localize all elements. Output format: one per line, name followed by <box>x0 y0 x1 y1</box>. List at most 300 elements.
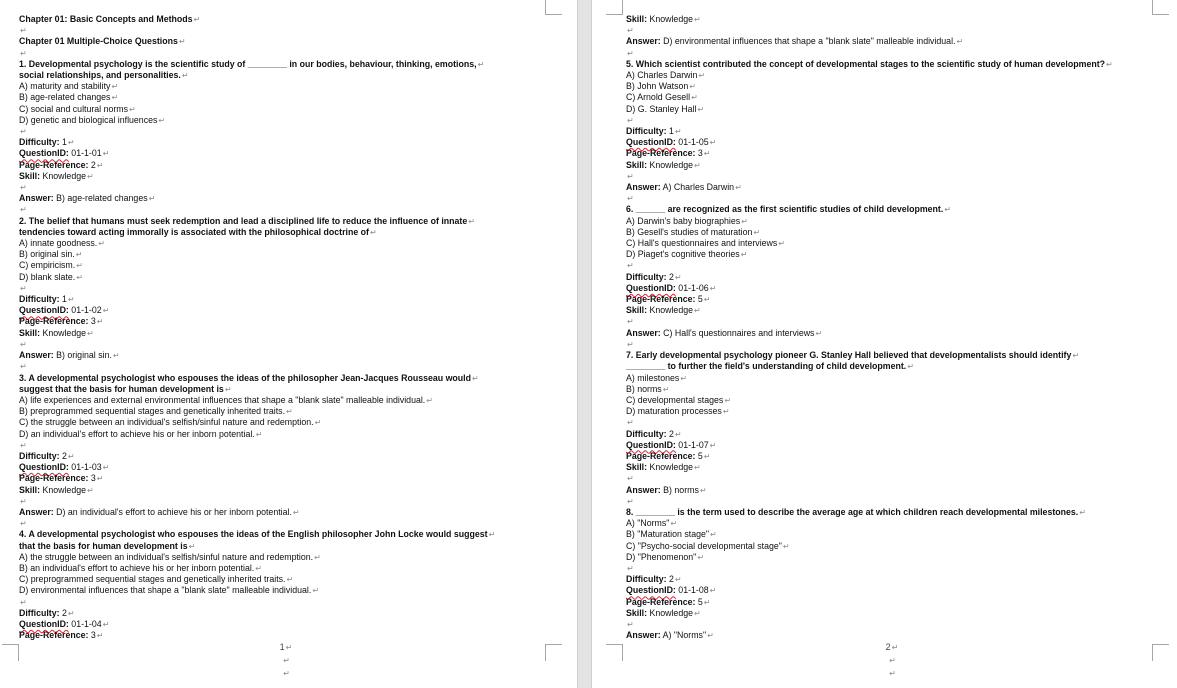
line-text: 7. Early developmental psychology pioneer G. Stanley Hall believed that developmentalists should identify <box>626 350 1072 361</box>
document-line[interactable] <box>626 619 1171 630</box>
field-label: QuestionID: <box>626 137 676 148</box>
crop-mark-top-right <box>545 0 562 15</box>
document-line[interactable] <box>19 104 559 115</box>
field-value: Knowledge <box>647 462 694 473</box>
line-text: A) life experiences and external environmental influences that shape a "blank slate" malleable individual. <box>19 394 426 405</box>
paragraph-mark: ↵ <box>20 48 27 58</box>
field-label: Page-Reference: <box>626 148 696 159</box>
document-line[interactable] <box>626 552 1171 563</box>
paragraph-mark: ↵ <box>477 59 485 69</box>
line-text: D) environmental influences that shape a "blank slate" malleable individual. <box>19 585 312 596</box>
document-line[interactable] <box>626 70 1171 81</box>
paragraph-mark: ↵ <box>670 519 678 529</box>
document-line[interactable] <box>626 328 1171 339</box>
line-text: D) G. Stanley Hall <box>626 103 697 114</box>
document-line[interactable] <box>626 160 1171 171</box>
paragraph-mark: ↵ <box>703 295 711 305</box>
document-line[interactable] <box>626 429 1171 440</box>
document-line[interactable] <box>19 585 559 596</box>
paragraph-mark: ↵ <box>76 261 83 271</box>
paragraph-mark: ↵ <box>680 373 687 383</box>
field-label: Skill: <box>19 170 41 181</box>
document-line[interactable] <box>626 316 1171 327</box>
document-line[interactable] <box>626 48 1171 59</box>
paragraph-mark: ↵ <box>87 328 94 338</box>
paragraph-mark: ↵ <box>694 608 701 618</box>
paragraph-mark: ↵ <box>627 261 634 271</box>
document-line[interactable] <box>19 25 559 36</box>
paragraph-mark: ↵ <box>129 104 136 114</box>
document-line[interactable] <box>626 249 1171 260</box>
field-label: QuestionID: <box>626 585 676 596</box>
paragraph-mark: ↵ <box>740 250 748 260</box>
document-line[interactable] <box>19 373 559 384</box>
document-line[interactable] <box>626 507 1171 518</box>
document-line[interactable] <box>626 350 1171 361</box>
line-text: Chapter 01: Basic Concepts and Methods <box>19 14 193 24</box>
paragraph-mark: ↵ <box>102 619 110 629</box>
paragraph-mark: ↵ <box>178 37 186 47</box>
paragraph-mark: ↵ <box>255 429 263 439</box>
field-label: Skill: <box>626 159 648 170</box>
line-text: B) "Maturation stage" <box>626 529 710 540</box>
document-line[interactable] <box>626 529 1171 540</box>
field-label: QuestionID: <box>626 439 676 450</box>
paragraph-mark: ↵ <box>370 227 377 237</box>
crop-mark-top-right <box>1152 0 1169 15</box>
document-page-2[interactable] <box>592 0 1177 688</box>
line-text: D) maturation processes <box>626 406 722 417</box>
paragraph-mark: ↵ <box>286 407 293 417</box>
document-line[interactable] <box>19 597 559 608</box>
document-line[interactable] <box>19 608 559 619</box>
field-label: Difficulty: <box>626 574 667 585</box>
document-line[interactable] <box>19 541 559 552</box>
paragraph-mark: ↵ <box>735 183 742 193</box>
document-line[interactable] <box>626 373 1171 384</box>
field-value: B) age-related changes <box>53 193 148 204</box>
paragraph-mark: ↵ <box>188 541 196 551</box>
paragraph-mark: ↵ <box>627 496 634 506</box>
field-value: Knowledge <box>40 484 87 495</box>
paragraph-mark: ↵ <box>703 451 711 461</box>
field-label: Skill: <box>626 607 648 618</box>
document-line[interactable] <box>626 305 1171 316</box>
document-line[interactable] <box>626 182 1171 193</box>
document-line[interactable] <box>19 294 559 305</box>
document-line[interactable] <box>19 92 559 103</box>
document-line[interactable] <box>19 485 559 496</box>
line-text: 2. The belief that humans must seek redemption and lead a disciplined life to reduce the influence of innate <box>19 215 468 226</box>
document-line[interactable] <box>626 473 1171 484</box>
document-line[interactable] <box>19 574 559 585</box>
line-text: Chapter 01 Multiple-Choice Questions <box>19 36 178 47</box>
crop-mark-bottom-left <box>2 644 19 661</box>
line-text: D) blank slate. <box>19 271 76 282</box>
paragraph-mark: ↵ <box>468 216 475 226</box>
crop-mark-bottom-right <box>545 644 562 661</box>
document-line[interactable] <box>19 70 559 81</box>
document-line[interactable] <box>19 630 559 641</box>
paragraph-mark: ↵ <box>224 384 232 394</box>
document-line[interactable] <box>626 440 1171 451</box>
field-value: B) original sin. <box>53 350 112 361</box>
document-line[interactable] <box>19 126 559 137</box>
document-line[interactable] <box>626 496 1171 507</box>
field-value: D) an individual's effort to achieve his or her inborn potential. <box>53 506 292 517</box>
paragraph-mark: ↵ <box>627 171 634 181</box>
paragraph-mark: ↵ <box>674 127 682 137</box>
field-value: B) norms <box>660 484 699 495</box>
paragraph-mark: ↵ <box>488 530 496 540</box>
document-line[interactable] <box>626 25 1171 36</box>
paragraph-mark: ↵ <box>102 463 110 473</box>
document-line[interactable] <box>626 451 1171 462</box>
field-value: 3 <box>695 148 703 159</box>
paragraph-mark: ↵ <box>709 586 717 596</box>
paragraph-mark: ↵ <box>709 440 717 450</box>
paragraph-mark: ↵ <box>87 171 94 181</box>
document-line[interactable] <box>626 92 1171 103</box>
document-line[interactable] <box>19 249 559 260</box>
line-text: tendencies toward acting immorally is associated with the philosophical doctrine of <box>19 226 369 237</box>
document-line[interactable] <box>626 406 1171 417</box>
field-label: Difficulty: <box>19 137 60 148</box>
document-line[interactable] <box>19 328 559 339</box>
field-value: C) Hall's questionnaires and interviews <box>660 327 815 338</box>
field-label: Answer: <box>19 193 54 204</box>
paragraph-mark: ↵ <box>20 183 27 193</box>
document-line[interactable] <box>19 473 559 484</box>
field-value: 01-1-04 <box>68 618 102 629</box>
paragraph-mark: ↵ <box>674 429 682 439</box>
paragraph-mark: ↵ <box>158 115 166 125</box>
line-text: A) Charles Darwin <box>626 70 698 81</box>
paragraph-mark: ↵ <box>20 205 27 215</box>
document-line[interactable] <box>19 361 559 372</box>
crop-mark-top-left <box>606 0 623 15</box>
field-label: Page-Reference: <box>626 294 696 305</box>
document-line[interactable] <box>626 585 1171 596</box>
line-text: A) the struggle between an individual's selfish/sinful nature and redemption. <box>19 551 314 562</box>
paragraph-mark: ↵ <box>627 48 634 58</box>
paragraph-mark: ↵ <box>314 552 321 562</box>
document-line[interactable] <box>626 216 1171 227</box>
field-value: 1 <box>59 294 67 305</box>
document-line[interactable] <box>19 238 559 249</box>
paragraph-mark: ↵ <box>286 575 294 585</box>
field-value: 01-1-02 <box>68 305 102 316</box>
paragraph-mark: ↵ <box>20 519 27 529</box>
paragraph-mark: ↵ <box>76 272 83 282</box>
document-line[interactable] <box>626 59 1171 70</box>
field-label: Skill: <box>19 327 41 338</box>
document-line[interactable] <box>19 283 559 294</box>
page-number-text: 1 <box>279 642 285 652</box>
field-value: 01-1-05 <box>675 137 709 148</box>
line-text: C) preprogrammed sequential stages and genetically inherited traits. <box>19 574 286 585</box>
line-text: 4. A developmental psychologist who espouses the ideas of the English philosopher John Locke would suggest <box>19 529 488 540</box>
paragraph-mark: ↵ <box>627 194 634 204</box>
document-line[interactable] <box>626 518 1171 529</box>
line-text: C) the struggle between an individual's selfish/sinful nature and redemption. <box>19 417 314 428</box>
document-line[interactable] <box>19 384 559 395</box>
document-line[interactable] <box>626 541 1171 552</box>
field-label: QuestionID: <box>19 462 69 473</box>
document-line[interactable] <box>626 361 1171 372</box>
document-line[interactable] <box>626 283 1171 294</box>
paragraph-mark: ↵ <box>102 306 110 316</box>
document-line[interactable] <box>19 451 559 462</box>
document-line[interactable] <box>19 160 559 171</box>
field-value: 2 <box>88 159 96 170</box>
paragraph-mark: ↵ <box>703 597 711 607</box>
document-line[interactable] <box>626 193 1171 204</box>
line-text: C) Arnold Gesell <box>626 92 691 103</box>
field-label: Difficulty: <box>626 271 667 282</box>
line-text: A) Darwin's baby biographies <box>626 215 741 226</box>
document-line[interactable] <box>19 204 559 215</box>
document-line[interactable] <box>19 148 559 159</box>
field-value: 2 <box>59 450 67 461</box>
field-label: Skill: <box>19 484 41 495</box>
paragraph-mark: ↵ <box>20 597 27 607</box>
field-value: 3 <box>88 630 96 641</box>
document-line[interactable] <box>626 260 1171 271</box>
document-line[interactable] <box>626 204 1171 215</box>
field-label: Page-Reference: <box>19 630 89 641</box>
paragraph-mark: ↵ <box>889 656 896 665</box>
field-value: A) "Norms" <box>660 630 707 641</box>
paragraph-mark: ↵ <box>314 418 322 428</box>
document-line[interactable] <box>19 507 559 518</box>
document-line[interactable] <box>626 227 1171 238</box>
document-line[interactable] <box>626 339 1171 350</box>
document-line[interactable] <box>19 563 559 574</box>
document-line[interactable] <box>626 148 1171 159</box>
document-line[interactable] <box>19 193 559 204</box>
document-line[interactable] <box>626 171 1171 182</box>
document-line[interactable] <box>19 137 559 148</box>
document-line[interactable] <box>19 227 559 238</box>
paragraph-mark: ↵ <box>75 250 83 260</box>
document-line[interactable] <box>626 563 1171 574</box>
document-line[interactable] <box>626 294 1171 305</box>
paragraph-mark: ↵ <box>111 82 119 92</box>
document-line[interactable] <box>626 608 1171 619</box>
document-line[interactable] <box>626 81 1171 92</box>
paragraph-mark: ↵ <box>181 71 189 81</box>
page-1-text-body[interactable] <box>19 14 559 641</box>
paragraph-mark: ↵ <box>67 295 75 305</box>
document-line[interactable] <box>19 339 559 350</box>
paragraph-mark: ↵ <box>697 552 705 562</box>
field-label: Skill: <box>626 305 648 316</box>
document-line[interactable] <box>626 485 1171 496</box>
document-line[interactable] <box>626 597 1171 608</box>
field-label: Page-Reference: <box>19 159 89 170</box>
field-label: Difficulty: <box>626 428 667 439</box>
field-label: QuestionID: <box>626 282 676 293</box>
field-label: QuestionID: <box>19 148 69 159</box>
field-label: Answer: <box>626 484 661 495</box>
paragraph-mark: ↵ <box>627 474 634 484</box>
field-value: Knowledge <box>647 14 694 24</box>
line-text: that the basis for human development is <box>19 540 188 551</box>
paragraph-mark: ↵ <box>709 283 717 293</box>
document-line[interactable] <box>19 496 559 507</box>
document-line[interactable] <box>626 395 1171 406</box>
paragraph-mark: ↵ <box>674 272 682 282</box>
paragraph-mark: ↵ <box>20 440 27 450</box>
paragraph-mark: ↵ <box>710 530 717 540</box>
document-line[interactable] <box>626 238 1171 249</box>
document-line[interactable] <box>19 350 559 361</box>
document-line[interactable] <box>19 182 559 193</box>
paragraph-mark: ↵ <box>707 631 714 641</box>
field-value: Knowledge <box>647 159 694 170</box>
paragraph-mark: ↵ <box>674 575 682 585</box>
document-line[interactable] <box>19 552 559 563</box>
line-text: B) preprogrammed sequential stages and genetically inherited traits. <box>19 406 286 417</box>
field-label: Answer: <box>626 182 661 193</box>
field-value: A) Charles Darwin <box>660 182 735 193</box>
paragraph-mark: ↵ <box>697 104 705 114</box>
line-text: A) milestones <box>626 372 680 383</box>
field-label: Answer: <box>626 630 661 641</box>
line-text: C) empiricism. <box>19 260 76 271</box>
line-text: C) developmental stages <box>626 394 724 405</box>
paragraph-mark: ↵ <box>67 138 75 148</box>
paragraph-mark: ↵ <box>627 115 634 125</box>
document-line[interactable] <box>19 429 559 440</box>
line-text: D) an individual's effort to achieve his or her inborn potential. <box>19 428 255 439</box>
document-line[interactable] <box>626 36 1171 47</box>
document-line[interactable] <box>626 137 1171 148</box>
document-page-1[interactable] <box>0 0 577 688</box>
page-number-1: 1↵ ↵ ↵ <box>276 641 296 680</box>
line-text: A) innate goodness. <box>19 238 98 249</box>
field-value: 01-1-01 <box>68 148 102 159</box>
document-line[interactable] <box>626 126 1171 137</box>
paragraph-mark: ↵ <box>709 138 717 148</box>
document-line[interactable] <box>626 630 1171 641</box>
paragraph-mark: ↵ <box>627 26 634 36</box>
document-line[interactable] <box>19 529 559 540</box>
field-label: QuestionID: <box>19 305 69 316</box>
paragraph-mark: ↵ <box>627 339 634 349</box>
field-value: 01-1-03 <box>68 462 102 473</box>
document-line[interactable] <box>19 395 559 406</box>
line-text: A) maturity and stability <box>19 81 111 92</box>
paragraph-mark: ↵ <box>1106 59 1113 69</box>
document-line[interactable] <box>626 104 1171 115</box>
document-line[interactable] <box>19 462 559 473</box>
page-2-text-body[interactable] <box>626 14 1171 641</box>
field-label: Page-Reference: <box>626 450 696 461</box>
line-text: suggest that the basis for human development is <box>19 383 224 394</box>
line-text: C) social and cultural norms <box>19 103 129 114</box>
line-text: social relationships, and personalities. <box>19 70 181 81</box>
document-line[interactable] <box>19 440 559 451</box>
document-line[interactable] <box>626 417 1171 428</box>
field-value: Knowledge <box>40 170 87 181</box>
field-value: 1 <box>666 126 674 137</box>
document-line[interactable] <box>626 14 1171 25</box>
document-line[interactable] <box>19 406 559 417</box>
field-label: Skill: <box>626 462 648 473</box>
line-text: B) age-related changes <box>19 92 111 103</box>
document-line[interactable] <box>19 619 559 630</box>
document-line[interactable] <box>626 115 1171 126</box>
line-text: 6. ______ are recognized as the first scientific studies of child development. <box>626 204 944 215</box>
field-label: Page-Reference: <box>19 316 89 327</box>
document-line[interactable] <box>19 171 559 182</box>
paragraph-mark: ↵ <box>67 451 75 461</box>
paragraph-mark: ↵ <box>96 317 104 327</box>
line-text: B) original sin. <box>19 249 75 260</box>
field-label: Answer: <box>626 36 661 47</box>
document-line[interactable] <box>19 316 559 327</box>
paragraph-mark: ↵ <box>283 669 290 678</box>
paragraph-mark: ↵ <box>627 619 634 629</box>
paragraph-mark: ↵ <box>944 205 951 215</box>
paragraph-mark: ↵ <box>20 26 27 36</box>
line-text: 8. ________ is the term used to describe the average age at which children reach developmental milestones. <box>626 506 1079 517</box>
field-label: Answer: <box>626 327 661 338</box>
field-value: Knowledge <box>647 607 694 618</box>
line-text: D) Piaget's cognitive theories <box>626 249 740 260</box>
paragraph-mark: ↵ <box>1072 351 1080 361</box>
paragraph-mark: ↵ <box>815 328 823 338</box>
document-line[interactable] <box>19 272 559 283</box>
paragraph-mark: ↵ <box>722 407 730 417</box>
document-line[interactable] <box>19 305 559 316</box>
field-value: Knowledge <box>40 327 87 338</box>
document-line[interactable] <box>19 260 559 271</box>
line-text: ________ to further the field's understanding of child development. <box>626 361 907 372</box>
document-line[interactable] <box>19 59 559 70</box>
document-line[interactable] <box>19 36 559 47</box>
document-line[interactable] <box>19 518 559 529</box>
paragraph-mark: ↵ <box>662 384 670 394</box>
paragraph-mark: ↵ <box>292 507 300 517</box>
document-line[interactable] <box>19 81 559 92</box>
document-line[interactable] <box>626 384 1171 395</box>
document-line[interactable] <box>19 14 559 25</box>
field-value: 5 <box>695 294 703 305</box>
paragraph-mark: ↵ <box>694 160 701 170</box>
paragraph-mark: ↵ <box>96 474 104 484</box>
document-line[interactable] <box>19 115 559 126</box>
field-label: Skill: <box>626 14 648 24</box>
line-text: 5. Which scientist contributed the concept of developmental stages to the scientific study of human development? <box>626 58 1106 69</box>
paragraph-mark: ↵ <box>627 418 634 428</box>
paragraph-mark: ↵ <box>627 563 634 573</box>
document-line[interactable] <box>626 574 1171 585</box>
paragraph-mark: ↵ <box>956 37 964 47</box>
paragraph-mark: ↵ <box>148 194 156 204</box>
line-text: C) Hall's questionnaires and interviews <box>626 238 778 249</box>
document-line[interactable] <box>626 462 1171 473</box>
paragraph-mark: ↵ <box>889 669 896 678</box>
document-line[interactable] <box>626 272 1171 283</box>
document-line[interactable] <box>19 48 559 59</box>
document-line[interactable] <box>19 417 559 428</box>
field-label: Difficulty: <box>19 607 60 618</box>
document-line[interactable] <box>19 216 559 227</box>
field-label: Difficulty: <box>19 450 60 461</box>
